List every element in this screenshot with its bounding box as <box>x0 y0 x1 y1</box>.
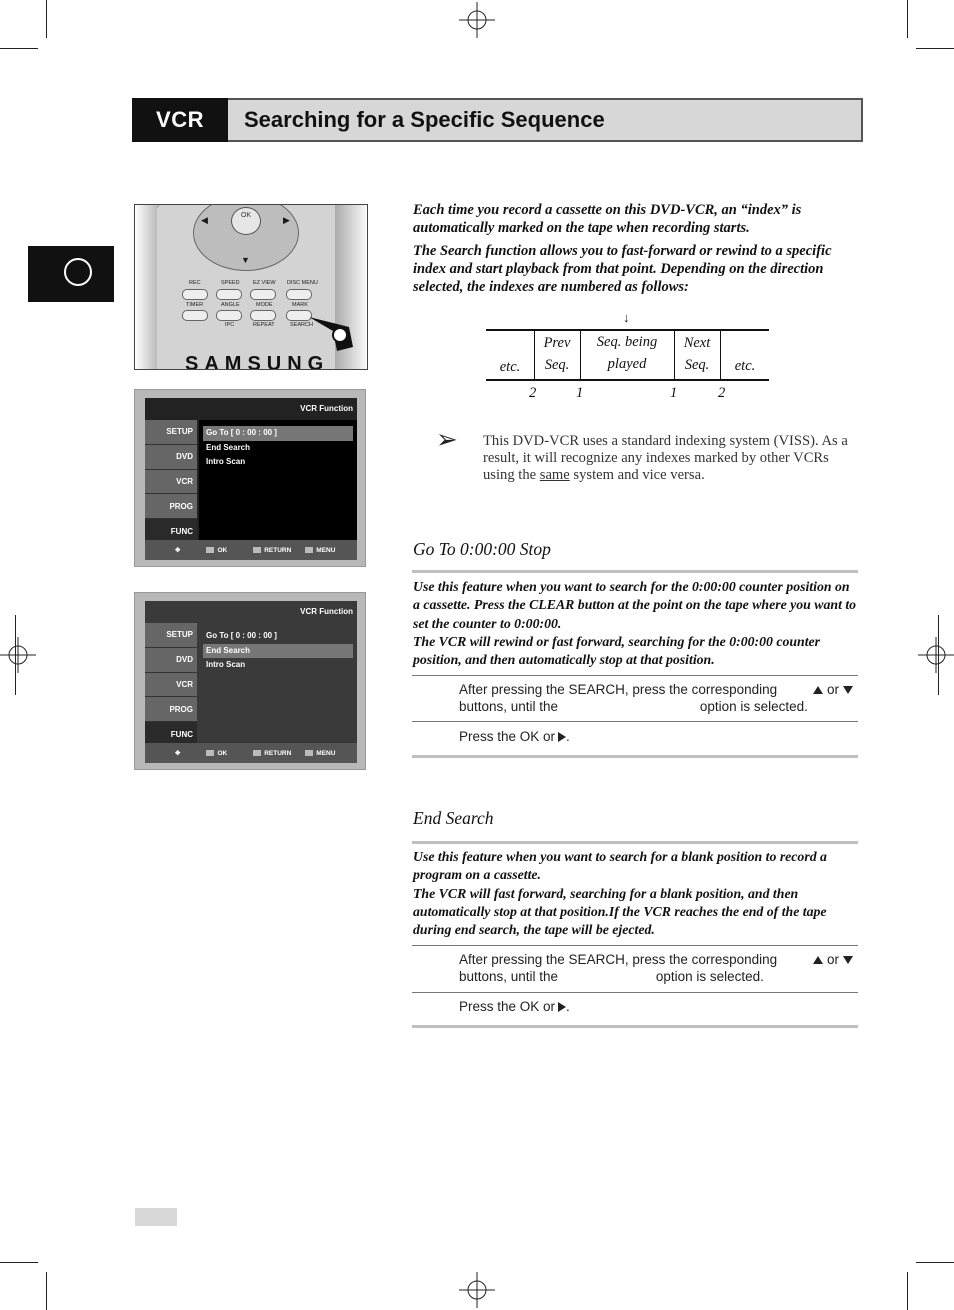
return-icon <box>253 547 261 553</box>
crop-mark <box>907 0 908 38</box>
step-text: buttons, until the <box>459 968 559 984</box>
remote-control-illustration <box>134 204 368 370</box>
registration-mark-icon <box>0 637 36 673</box>
step-text: After pressing the SEARCH, press the corresponding <box>459 682 778 697</box>
section-rule <box>412 570 858 573</box>
menu-options <box>203 629 353 673</box>
button-label: SPEED <box>221 280 240 286</box>
menu-sidebar <box>145 623 197 747</box>
crop-mark <box>0 48 38 49</box>
down-arrow-icon: ▼ <box>241 255 250 265</box>
play-arrow-icon <box>558 732 566 742</box>
step-1-goto <box>459 682 857 715</box>
menu-icon <box>305 750 313 756</box>
note-arrow-icon: ➢ <box>436 424 458 454</box>
menu-side-vcr <box>145 470 197 495</box>
page-title: Searching for a Specific Sequence <box>244 107 605 132</box>
menu-screen <box>145 398 357 560</box>
crop-mark <box>907 1272 908 1310</box>
step-line <box>459 969 857 986</box>
registration-mark-icon <box>918 637 954 673</box>
step-text: buttons, until the <box>459 698 559 714</box>
side-label: SETUP <box>166 427 193 437</box>
desc-paragraph: The VCR will fast forward, searching for a blank position, and then automatically stop at that position.If the VCR reaches the end of the tape during end search, the tape will be ejected. <box>413 885 827 938</box>
intro-paragraph-1: Each time you record a cassette on this DVD-VCR, an “index” is automatically marked on the tape when recording starts. <box>413 202 802 236</box>
button-label: ANGLE <box>221 302 240 308</box>
remote-side-left <box>135 205 157 370</box>
index-diagram <box>486 310 770 406</box>
crop-mark <box>916 1262 954 1263</box>
step-line <box>459 952 857 969</box>
section-title-end-search: End Search <box>413 808 494 828</box>
button-label: IPC <box>225 322 235 328</box>
step-2-end-search <box>459 999 857 1016</box>
menu-sidebar <box>145 420 197 544</box>
menu-side-setup <box>145 420 197 445</box>
etc-right-label: etc. <box>734 358 756 374</box>
note-text-part: system and vice versa. <box>569 467 705 483</box>
desc-paragraph: Use this feature when you want to search for the 0:00:00 counter position on a cassette. Press the CLEAR button at the point on the tape where you want to set the counter to 0:00:00. <box>413 579 857 631</box>
step-1-end-search <box>459 952 857 985</box>
side-label: VCR <box>176 679 193 689</box>
move-icon: ✥ <box>175 750 181 757</box>
side-label: PROG <box>169 501 193 511</box>
move-icon: ✥ <box>175 547 181 554</box>
section-rule <box>412 1025 858 1028</box>
step-2-goto <box>459 729 857 746</box>
section-rule <box>412 841 858 844</box>
crop-mark <box>0 1262 38 1263</box>
current-label-line1: Seq. being <box>596 334 658 350</box>
chapter-circle-icon <box>64 258 92 286</box>
menu-footer <box>145 540 357 560</box>
menu-title: VCR Function <box>300 607 353 616</box>
registration-mark-icon <box>459 2 495 38</box>
timer-button <box>182 310 208 321</box>
up-arrow-icon <box>813 956 823 964</box>
menu-screen <box>145 601 357 763</box>
menu-icon <box>305 547 313 553</box>
next-seq-label <box>674 332 720 376</box>
speed-button <box>216 289 242 300</box>
desc-paragraph: The VCR will rewind or fast forward, searching for the 0:00:00 counter position, and then automatically stop at that position. <box>413 633 821 668</box>
index-number: 1 <box>670 385 678 401</box>
mode-button <box>250 310 276 321</box>
index-number: 1 <box>576 385 584 401</box>
index-number: 2 <box>718 385 726 401</box>
section-desc-goto <box>413 578 859 669</box>
desc-paragraph: Use this feature when you want to search for a blank position to record a program on a cassette. <box>413 849 827 883</box>
step-line <box>459 699 857 716</box>
ez-view-button <box>250 289 276 300</box>
current-label-line2: played <box>607 356 647 372</box>
side-label: DVD <box>176 452 193 462</box>
button-label: REPEAT <box>253 322 275 328</box>
prev-seq-label <box>534 332 580 376</box>
side-label: FUNC <box>170 729 193 739</box>
current-position-arrow: ↓ <box>623 310 630 325</box>
section-desc-end-search <box>413 848 859 939</box>
section-title-goto: Go To 0:00:00 Stop <box>413 539 551 559</box>
return-icon <box>253 750 261 756</box>
button-label: EZ VIEW <box>253 280 276 286</box>
step-rule <box>412 721 858 722</box>
menu-option-goto: Go To [ 0 : 00 : 00 ] <box>206 631 277 640</box>
step-period: . <box>566 999 570 1014</box>
next-label-line1: Next <box>683 335 711 351</box>
side-label: VCR <box>176 476 193 486</box>
button-label: TIMER <box>186 302 204 308</box>
step-text: Press the OK or <box>459 729 556 744</box>
side-label: SETUP <box>166 630 193 640</box>
ok-icon <box>206 547 214 553</box>
page-number-box <box>135 1208 177 1226</box>
step-text: or <box>826 952 839 967</box>
step-arrows <box>809 682 857 699</box>
footer-label: MENU <box>316 749 336 757</box>
section-tag: VCR <box>132 98 228 142</box>
down-arrow-icon <box>843 956 853 964</box>
note-text-part: This DVD-VCR uses a standard indexing system (VISS). As a result, it will recognize any indexes marked by other VCRs using the <box>483 433 848 483</box>
footer-label: OK <box>217 749 228 757</box>
brand-logo: SAMSUNG <box>185 353 330 370</box>
prev-label-line1: Prev <box>543 335 571 351</box>
play-arrow-icon <box>558 1002 566 1012</box>
menu-side-dvd <box>145 648 197 673</box>
step-text: option is selected. <box>699 698 808 714</box>
menu-screenshot-goto <box>134 389 366 567</box>
etc-left-label: etc. <box>499 359 521 375</box>
step-arrows <box>809 952 857 969</box>
menu-side-prog <box>145 697 197 722</box>
rec-button <box>182 289 208 300</box>
intro-paragraph-2: The Search function allows you to fast-forward or rewind to a specific index and start playback from that point. Depending on the direction selected, the indexes are numbered as follows: <box>413 243 832 295</box>
menu-side-dvd <box>145 445 197 470</box>
menu-option-goto: Go To [ 0 : 00 : 00 ] <box>203 426 353 441</box>
prev-label-line2: Seq. <box>544 357 570 373</box>
registration-mark-icon <box>459 1272 495 1308</box>
menu-footer <box>145 743 357 763</box>
right-arrow-icon: ▶ <box>283 215 290 225</box>
button-label: MODE <box>256 302 273 308</box>
note-underlined: same <box>539 467 570 483</box>
note-text <box>483 433 859 484</box>
current-seq-label <box>580 331 674 375</box>
menu-option-end-search: End Search <box>206 442 251 452</box>
menu-side-prog <box>145 494 197 519</box>
step-rule <box>412 945 858 946</box>
pointer-hand-icon <box>307 313 359 355</box>
footer-label: OK <box>217 546 228 554</box>
button-label: DISC MENU <box>287 280 318 286</box>
step-rule <box>412 992 858 993</box>
menu-title: VCR Function <box>300 404 353 413</box>
step-text: After pressing the SEARCH, press the corresponding <box>459 952 778 967</box>
disc-menu-button <box>286 289 312 300</box>
menu-option-intro-scan: Intro Scan <box>206 660 246 669</box>
footer-label: MENU <box>316 546 336 554</box>
ok-button <box>231 207 261 235</box>
step-rule <box>412 675 858 676</box>
menu-options <box>203 426 353 470</box>
next-label-line2: Seq. <box>684 357 710 373</box>
side-label: FUNC <box>170 526 193 536</box>
step-line <box>459 682 857 699</box>
left-arrow-icon: ◀ <box>201 215 208 225</box>
step-period: . <box>566 729 570 744</box>
diagram-bottom-line <box>486 379 769 381</box>
angle-button <box>216 310 242 321</box>
side-label: PROG <box>169 704 193 714</box>
ok-label: OK <box>240 212 252 219</box>
step-text: option is selected. <box>655 968 764 984</box>
down-arrow-icon <box>843 686 853 694</box>
footer-label: RETURN <box>264 749 292 757</box>
menu-side-setup <box>145 623 197 648</box>
crop-mark <box>46 0 47 38</box>
button-label: REC <box>189 280 201 286</box>
ok-icon <box>206 750 214 756</box>
index-number: 2 <box>529 385 537 401</box>
section-rule <box>412 755 858 758</box>
menu-option-intro-scan: Intro Scan <box>206 457 246 466</box>
footer-label: RETURN <box>264 546 292 554</box>
crop-mark <box>916 48 954 49</box>
button-label: SEARCH <box>290 322 313 328</box>
menu-side-vcr <box>145 673 197 698</box>
step-text: or <box>826 682 839 697</box>
up-arrow-icon <box>813 686 823 694</box>
menu-screenshot-end-search <box>134 592 366 770</box>
button-label: MARK <box>292 302 308 308</box>
side-label: DVD <box>176 655 193 665</box>
step-text: Press the OK or <box>459 999 556 1014</box>
menu-option-end-search: End Search <box>203 644 353 659</box>
crop-mark <box>46 1272 47 1310</box>
